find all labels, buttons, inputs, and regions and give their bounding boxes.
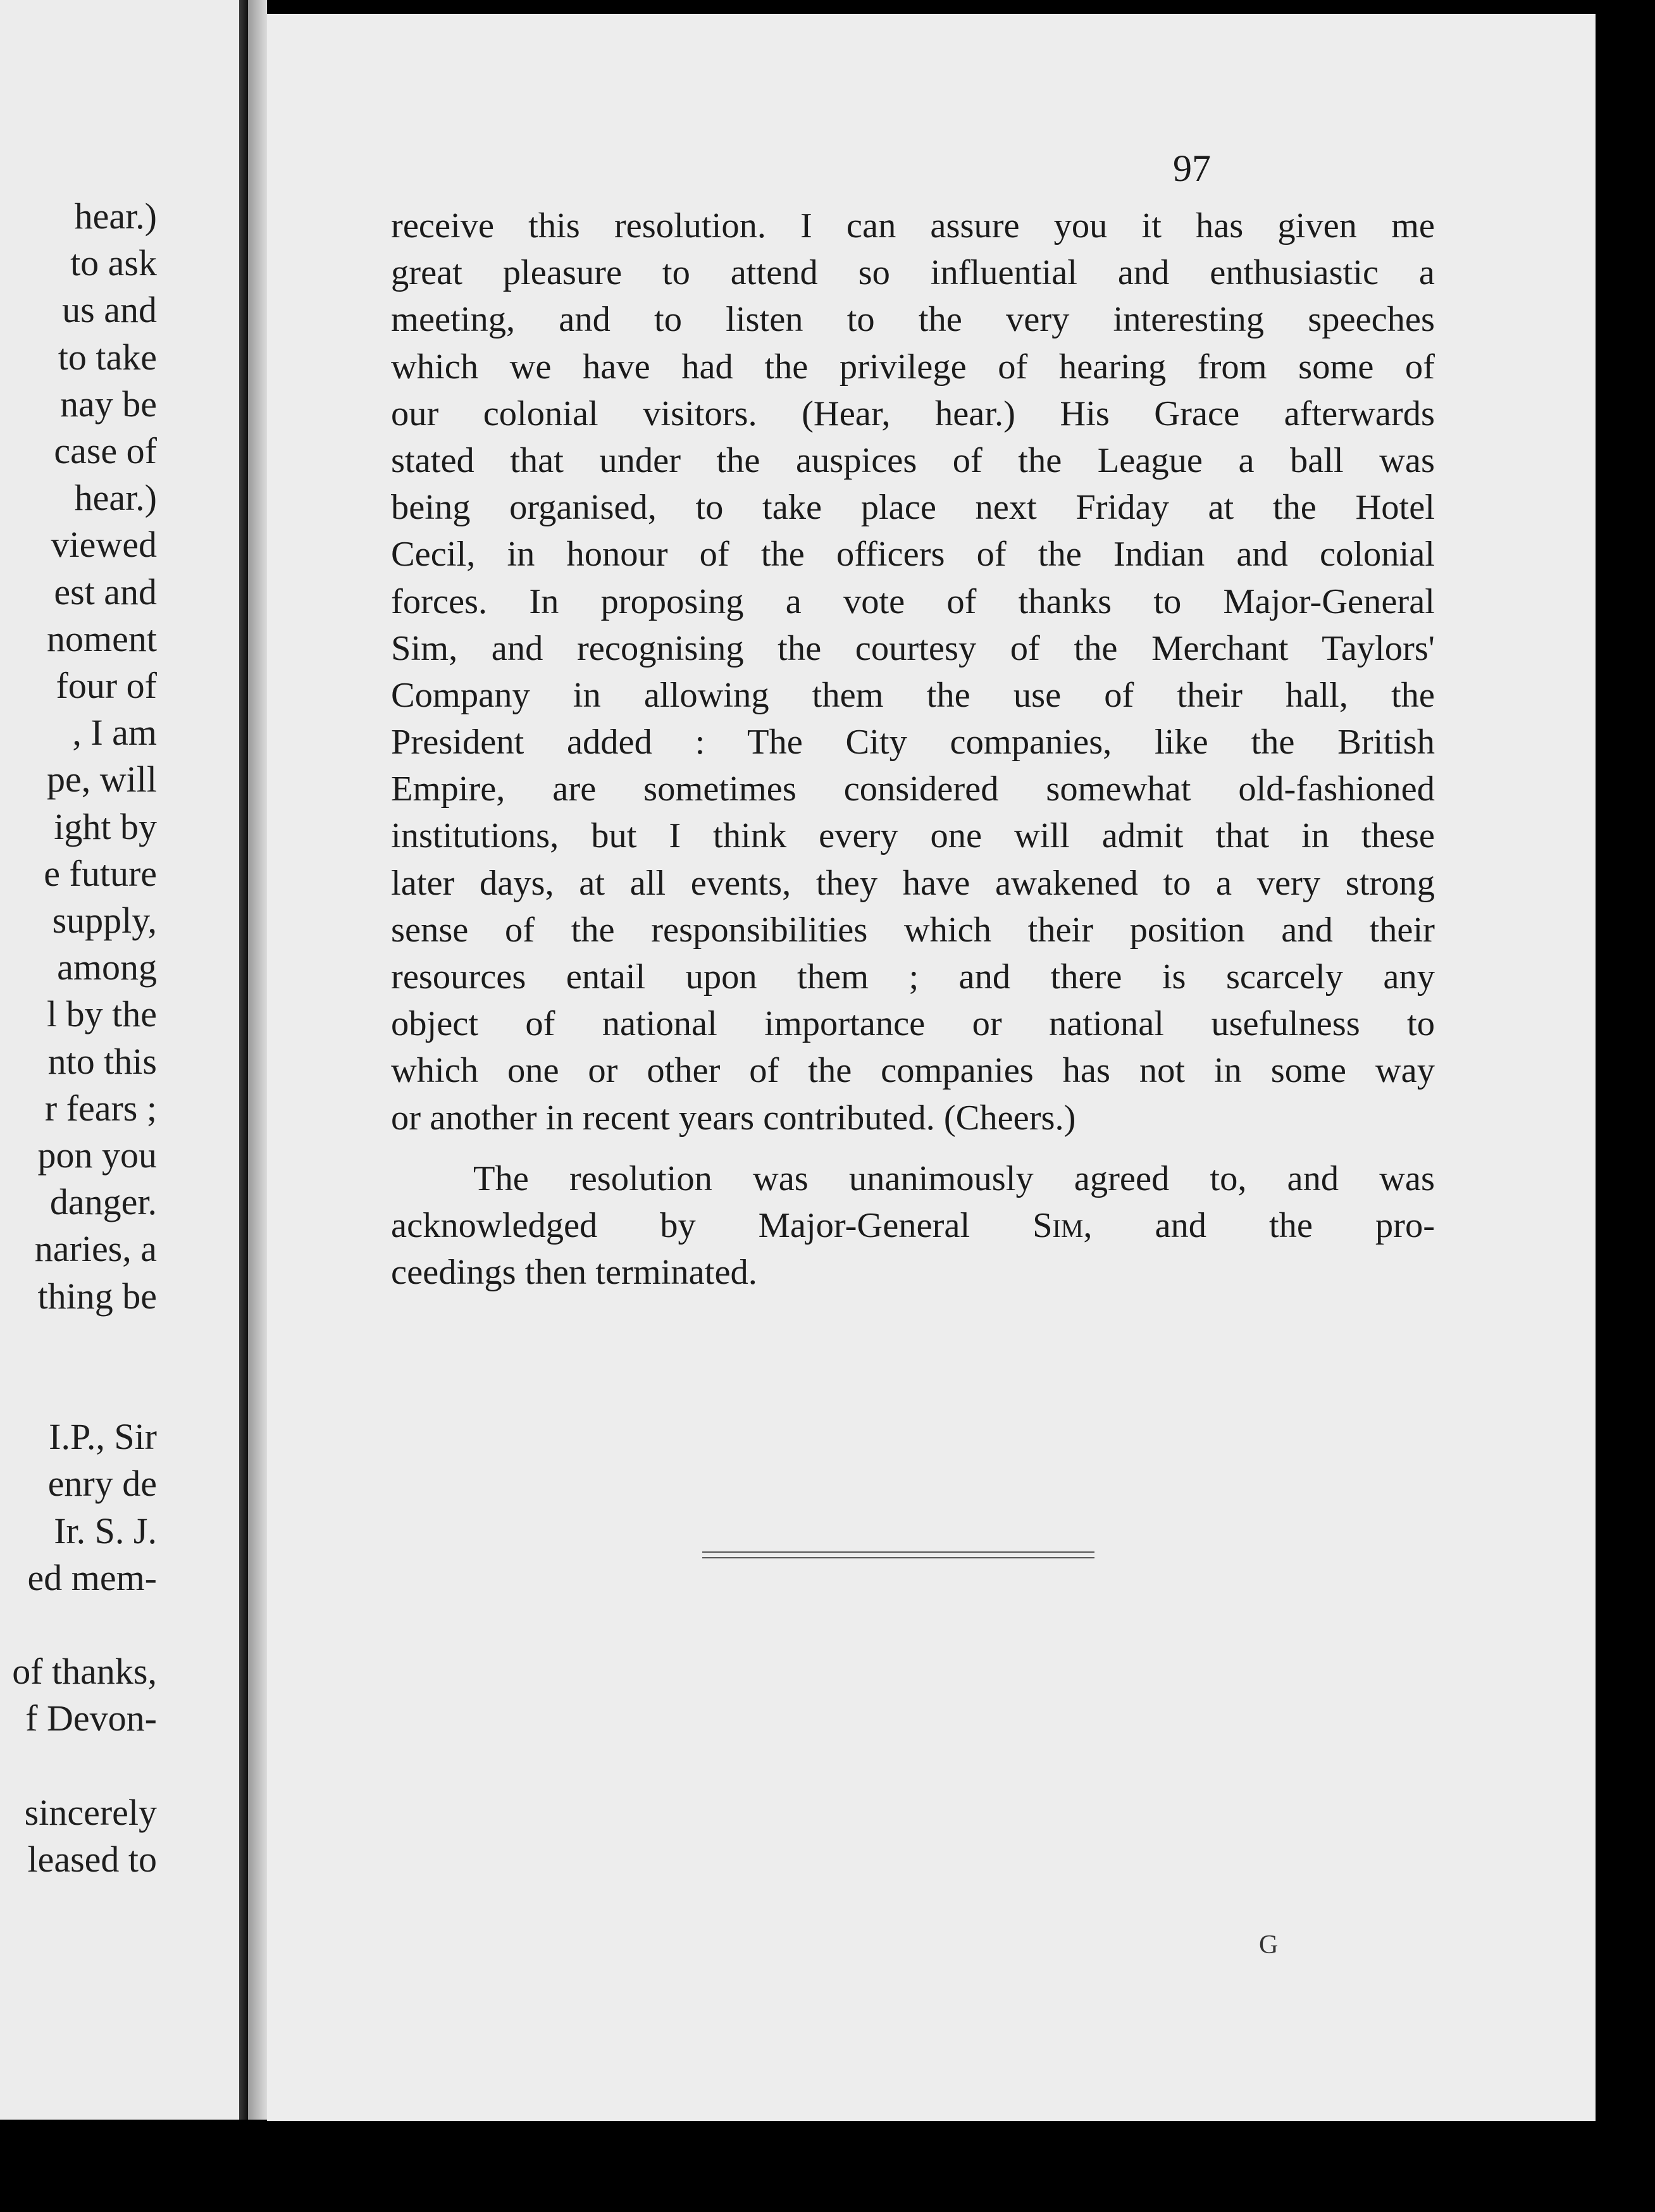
facing-page-line: ight by — [54, 805, 157, 847]
facing-page-line: supply, — [52, 900, 157, 941]
section-divider — [702, 1551, 1094, 1558]
text-line: Empire, are sometimes considered somewhat old-fashioned — [391, 769, 1435, 809]
facing-page-line: case of — [54, 430, 157, 471]
facing-page-line: l by the — [47, 993, 157, 1035]
text-line: Sim, and recognising the courtesy of the Merchant Taylors' — [391, 628, 1435, 668]
facing-page-line: viewed — [51, 524, 157, 566]
book-gutter — [239, 0, 248, 2120]
facing-page-line: nay be — [60, 383, 157, 425]
text-line: forces. In proposing a vote of thanks to Major-General — [391, 581, 1435, 621]
paragraph — [391, 202, 1435, 1141]
page-curve-shadow — [248, 0, 267, 2120]
text-span: acknowledged by Major-General — [391, 1205, 1033, 1245]
text-line: later days, at all events, they have awakened to a very strong — [391, 863, 1435, 903]
facing-page-line: hear.) — [74, 196, 157, 237]
body-text — [391, 202, 1435, 1296]
text-line: being organised, to take place next Friday at the Hotel — [391, 488, 1435, 528]
facing-page-line: to take — [58, 336, 157, 378]
facing-page-line: thing be — [37, 1275, 157, 1317]
text-line: object of national importance or national usefulness to — [391, 1004, 1435, 1044]
text-line: ceedings then terminated. — [391, 1253, 757, 1293]
paragraph — [391, 1155, 1435, 1296]
facing-page-line: us and — [62, 289, 157, 331]
text-line: The resolution was unanimously agreed to, and was — [473, 1159, 1435, 1198]
text-line: our colonial visitors. (Hear, hear.) His Grace afterwards — [391, 394, 1435, 433]
text-line: Company in allowing them the use of their hall, the — [391, 675, 1435, 715]
facing-page-line: I.P., Sir — [49, 1416, 157, 1458]
text-line: stated that under the auspices of the League a ball was — [391, 440, 1435, 480]
text-line: or another in recent years contributed. (Cheers.) — [391, 1098, 1076, 1138]
facing-page-line: , I am — [72, 712, 157, 754]
facing-page-line: Ir. S. J. — [54, 1510, 157, 1551]
facing-page-line: r fears ; — [44, 1087, 157, 1129]
page-number: 97 — [1173, 147, 1211, 189]
facing-page — [0, 0, 239, 2120]
text-line: which we have had the privilege of hearing from some of — [391, 347, 1435, 387]
facing-page-line: pon you — [37, 1134, 157, 1176]
facing-page-line: danger. — [49, 1181, 157, 1223]
text-line: resources entail upon them ; and there is scarcely any — [391, 957, 1435, 997]
text-line: sense of the responsibilities which their position and their — [391, 910, 1435, 950]
text-line — [391, 1202, 1435, 1249]
text-line: receive this resolution. I can assure you it has given me — [391, 206, 1435, 245]
facing-page-line: ed mem- — [27, 1556, 157, 1598]
facing-page-line: f Devon- — [25, 1698, 157, 1739]
text-line: great pleasure to attend so influential and enthusiastic a — [391, 253, 1435, 293]
facing-page-line: hear.) — [74, 477, 157, 519]
facing-page-line: sincerely — [24, 1791, 157, 1833]
text-line: Cecil, in honour of the officers of the Indian and colonial — [391, 535, 1435, 575]
facing-page-line: noment — [47, 618, 157, 659]
facing-page-line: leased to — [27, 1839, 157, 1880]
facing-page-line: est and — [54, 571, 157, 612]
text-line: which one or other of the companies has not in some way — [391, 1051, 1435, 1091]
text-span: , and the pro- — [1083, 1205, 1435, 1245]
scan-border — [1596, 0, 1655, 2212]
facing-page-line: pe, will — [47, 759, 157, 800]
text-line: institutions, but I think every one will admit that in these — [391, 816, 1435, 856]
facing-page-line: among — [57, 947, 157, 988]
facing-page-line: four of — [56, 665, 157, 706]
facing-page-line: nto this — [47, 1040, 157, 1082]
facing-page-line: enry de — [47, 1463, 157, 1505]
text-line: meeting, and to listen to the very interesting speeches — [391, 300, 1435, 340]
facing-page-line: e future — [44, 852, 157, 894]
signature-mark: G — [1259, 1930, 1279, 1960]
facing-page-line: naries, a — [34, 1228, 157, 1270]
facing-page-line: of thanks, — [12, 1651, 157, 1693]
text-line: President added : The City companies, like the British — [391, 723, 1435, 762]
person-name: Sim — [1032, 1205, 1084, 1245]
facing-page-line: to ask — [70, 242, 157, 284]
